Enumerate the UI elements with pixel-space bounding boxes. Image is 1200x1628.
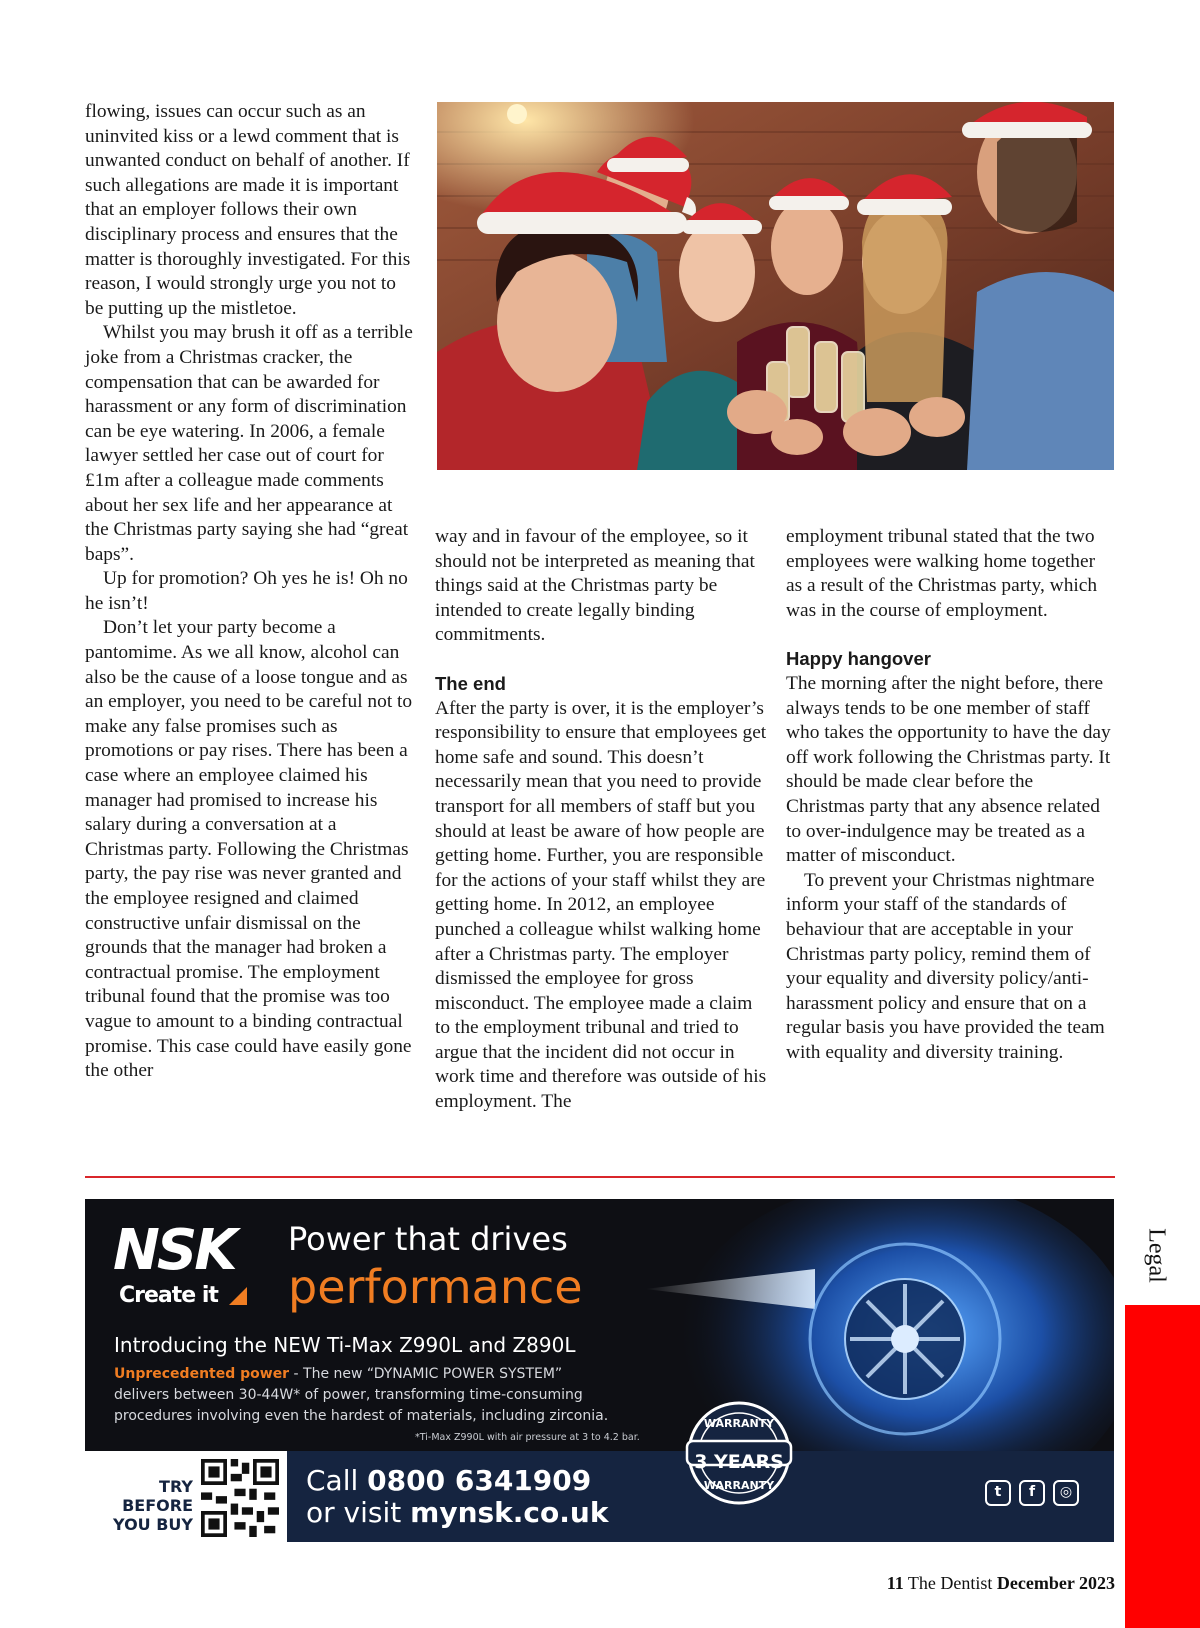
- visit-website[interactable]: [306, 1497, 608, 1529]
- nsk-logo: NSK: [113, 1218, 235, 1283]
- section-divider: [85, 1176, 1115, 1178]
- paragraph: Up for promotion? Oh yes he is! Oh no he isn’t!: [85, 568, 408, 614]
- paragraph: Don’t let your party become a pantomime. As we all know, alcohol can also be the cause of a loose tongue and as an employer, you need to be careful not to make any false promises such as promotions or pay rises. There has been a case where an employee claimed his manager had promised to increase his salary during a conversation at a Christmas party. Following the Christmas party, the pay rise was never granted and the employee resigned and claimed constructive unfair dismissal on the grounds that the manager had broken a contractual promise. The employment tribunal found that the promise was too vague to amount to a binding contractual promise. This case could have easily gone the other: [85, 617, 413, 1082]
- paragraph: flowing, issues can occur such as an uninvited kiss or a lewd comment that is unwanted conduct on behalf of another. If such allegations are made it is important that an employer follows their own disciplinary process and ensures that the matter is thoroughly investigated. For this reason, I would strongly urge you not to be putting up the mistletoe.: [85, 101, 411, 319]
- twitter-icon[interactable]: t: [985, 1480, 1011, 1506]
- visit-prefix: or visit: [306, 1496, 411, 1529]
- facebook-icon[interactable]: f: [1019, 1480, 1045, 1506]
- spacer: [786, 623, 1116, 647]
- warranty-bottom-text: WARRANTY: [703, 1479, 775, 1492]
- party-photo-illustration: [437, 102, 1114, 470]
- paragraph: After the party is over, it is the employer’s responsibility to ensure that employees get home safe and sound. This doesn’t necessarily mean that you need to provide transport for all members of staff but you should at least be aware of how people are getting home. Further, you are responsible for the actions of your staff whilst they are getting home. In 2012, an employee punched a colleague whilst walking home after a Christmas party. The employer dismissed the employee for gross misconduct. The employee made a claim to the employment tribunal and tried to argue that the incident did not occur in work time and therefore was outside of his employment. The: [435, 697, 767, 1113]
- instagram-icon[interactable]: ◎: [1053, 1480, 1079, 1506]
- paragraph: The morning after the night before, there always tends to be one member of staff who takes the opportunity to have the day off work following the Christmas party. It should be made clear before the Christmas party that any absence related to over-indulgence may be treated as a matter of misconduct.: [786, 672, 1111, 867]
- nsk-advertisement[interactable]: [85, 1199, 1114, 1542]
- paragraph: employment tribunal stated that the two employees were walking home together as a result of the Christmas party, which was in the course of employment.: [786, 526, 1098, 621]
- publication-name: The Dentist: [907, 1573, 993, 1593]
- article-column-3: [786, 525, 1116, 1065]
- ad-body-lead: Unprecedented power: [114, 1366, 290, 1382]
- call-prefix: Call: [306, 1464, 368, 1497]
- ad-headline-accent: performance: [288, 1260, 583, 1314]
- ad-intro: Introducing the NEW Ti-Max Z990L and Z890L: [114, 1333, 576, 1357]
- website-link[interactable]: mynsk.co.uk: [410, 1496, 609, 1529]
- section-color-bar: [1125, 1305, 1200, 1628]
- qr-code-icon[interactable]: [201, 1459, 279, 1537]
- christmas-party-photo: [437, 102, 1114, 470]
- article-column-2: [435, 525, 769, 1115]
- create-it-tagline: Create it: [119, 1283, 218, 1308]
- ad-footnote: *Ti-Max Z990L with air pressure at 3 to 4.2 bar.: [415, 1432, 640, 1443]
- ad-body-text: [114, 1364, 614, 1427]
- paragraph: way and in favour of the employee, so it should not be interpreted as meaning that things said at the Christmas party be intended to create legally binding commitments.: [435, 526, 755, 646]
- warranty-years: 3 YEARS: [694, 1451, 784, 1473]
- page-folio: [845, 1573, 1115, 1594]
- section-tab: [1140, 1228, 1168, 1288]
- spacer: [435, 648, 769, 672]
- try-before-you-buy: TRY BEFORE YOU BUY: [113, 1477, 193, 1534]
- article-column-1: [85, 100, 417, 1084]
- call-phone[interactable]: [306, 1465, 591, 1497]
- paragraph: To prevent your Christmas nightmare inform your staff of the standards of behaviour that are acceptable in your Christmas party policy, remind them of your equality and diversity policy/anti-harassment policy and ensure that on a regular basis you have provided the team with equality and diversity training.: [786, 869, 1105, 1063]
- try-before-panel: [85, 1451, 287, 1542]
- ad-headline: Power that drives: [288, 1220, 568, 1258]
- paragraph: Whilst you may brush it off as a terrible joke from a Christmas cracker, the compensation that can be awarded for harassment or any form of discrimination can be eye watering. In 2006, a female lawyer settled her case out of court for £1m after a colleague made comments about her sex life and her appearance at the Christmas party saying she had “great baps”.: [85, 322, 413, 565]
- ad-contact-bar: [85, 1451, 1114, 1542]
- subheading-the-end: The end: [435, 672, 506, 694]
- ad-body-rest: - The new “DYNAMIC POWER SYSTEM” delivers between 30-44W* of power, transforming time-consuming procedures involving even the hardest of materials, including zirconia.: [114, 1366, 609, 1424]
- subheading-happy-hangover: Happy hangover: [786, 648, 931, 670]
- warranty-top-text: WARRANTY: [703, 1417, 775, 1430]
- section-label: Legal: [1143, 1228, 1170, 1283]
- page-number: 11: [886, 1573, 904, 1593]
- orange-triangle-icon: [229, 1287, 247, 1305]
- phone-number[interactable]: 0800 6341909: [367, 1464, 592, 1497]
- issue-date: December 2023: [996, 1573, 1115, 1593]
